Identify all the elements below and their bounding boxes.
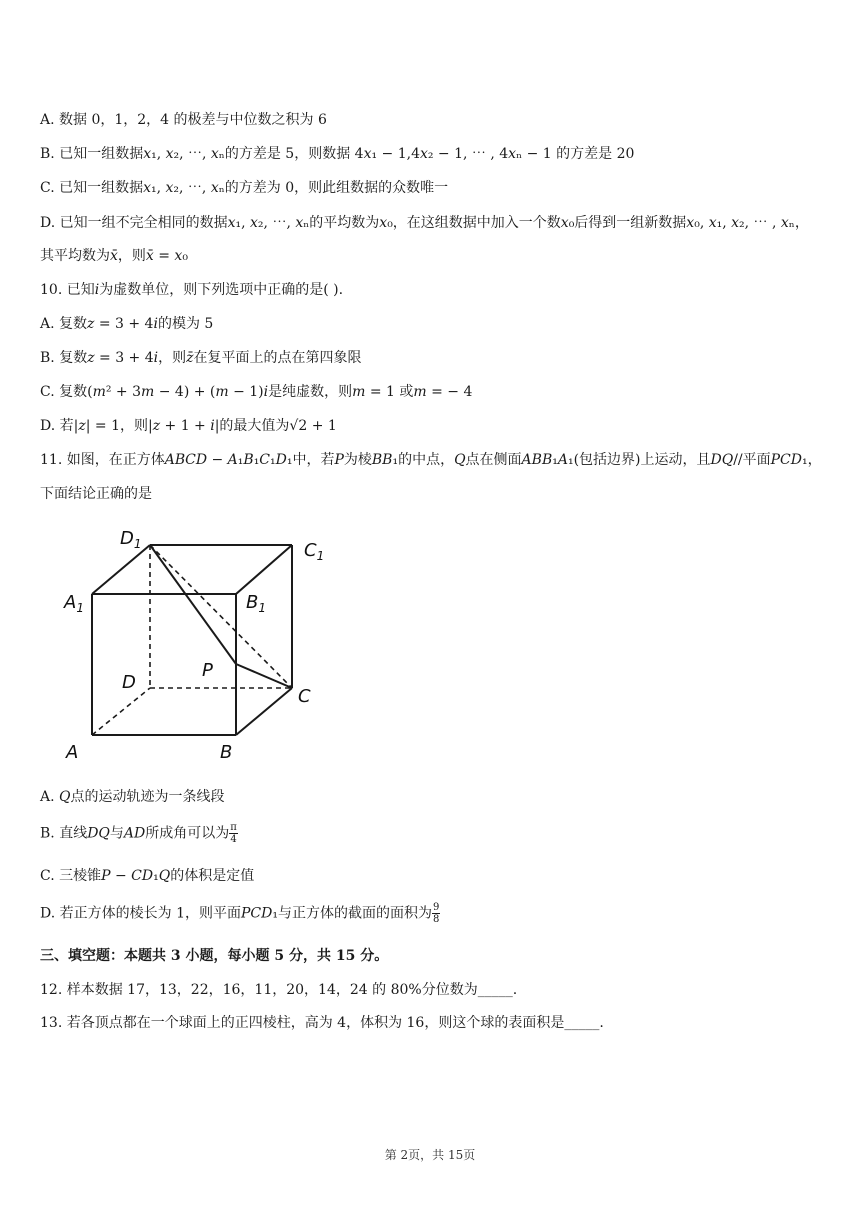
question-13: 13. 若各顶点都在一个球面上的正四棱柱，高为 4，体积为 16，则这个球的表面积是_____. — [40, 1015, 604, 1031]
label-c1: $C_1$ — [304, 540, 325, 563]
question-11-line1: 11. 如图，在正方体𝐴𝐵𝐶𝐷 − 𝐴₁𝐵₁𝐶₁𝐷₁中，若𝑃为棱𝐵𝐵₁的中点，𝑄点在侧面𝐴𝐵𝐵₁𝐴₁(包括边界)上运动，且𝐷𝑄//平面𝑃𝐶𝐷₁， — [40, 452, 822, 468]
label-b: B — [220, 742, 233, 763]
edge-b1-c1 — [236, 545, 292, 594]
option-10c: C. 复数(𝑚² + 3𝑚 − 4) + (𝑚 − 1)𝑖是纯虚数，则𝑚 = 1 或𝑚 = − 4 — [40, 384, 473, 400]
label-d1: $D_1$ — [120, 528, 142, 551]
cube-figure — [58, 522, 348, 772]
edge-a1-d1 — [92, 545, 150, 594]
page-footer: 第 2页，共 15页 — [384, 1148, 476, 1162]
label-a: A — [66, 742, 79, 763]
option-10d: D. 若|𝑧| = 1，则|𝑧 + 1 + 𝑖|的最大值为√2 + 1 — [40, 418, 337, 434]
fraction-denominator: 4 — [230, 834, 237, 845]
section-3-heading: 三、填空题：本题共 3 小题，每小题 5 分，共 15 分。 — [40, 948, 389, 964]
fraction-numerator: π — [230, 822, 237, 833]
fraction-9-over-8 — [432, 902, 440, 925]
question-11-line2: 下面结论正确的是 — [40, 486, 152, 502]
option-11c: C. 三棱锥𝑃 − 𝐶𝐷₁𝑄的体积是定值 — [40, 868, 255, 884]
segment-p-c — [236, 664, 292, 688]
label-d: D — [122, 672, 136, 693]
edge-b-c — [236, 688, 292, 735]
option-11d — [40, 902, 440, 925]
hidden-edge-a-d — [92, 688, 150, 735]
option-9c: C. 已知一组数据𝑥₁, 𝑥₂, ⋯, 𝑥ₙ的方差为 0，则此组数据的众数唯一 — [40, 180, 449, 196]
label-a1: $A_1$ — [64, 592, 84, 615]
hidden-segment-d1-c — [150, 545, 292, 688]
fraction-pi-over-4 — [229, 822, 238, 845]
question-12: 12. 样本数据 17，13，22，16，11，20，14，24 的 80%分位数为_____. — [40, 982, 518, 998]
option-10b: B. 复数𝑧 = 3 + 4𝑖，则𝑧̄在复平面上的点在第四象限 — [40, 350, 362, 366]
label-p: P — [202, 660, 213, 681]
option-11b-text: B. 直线𝐷𝑄与𝐴𝐷所成角可以为 — [40, 825, 230, 842]
option-11a: A. 𝑄点的运动轨迹为一条线段 — [40, 789, 225, 805]
segment-d1-p — [150, 545, 236, 664]
question-10: 10. 已知𝑖为虚数单位，则下列选项中正确的是( ). — [40, 282, 344, 298]
option-9d-line2: 其平均数为𝑥̄，则𝑥̄ = 𝑥₀ — [40, 248, 188, 264]
option-9a: A. 数据 0，1，2，4 的极差与中位数之积为 6 — [40, 112, 327, 128]
option-10a: A. 复数𝑧 = 3 + 4𝑖的模为 5 — [40, 316, 214, 332]
option-9b: B. 已知一组数据𝑥₁, 𝑥₂, ⋯, 𝑥ₙ的方差是 5，则数据 4𝑥₁ − 1,4𝑥₂ − 1, ⋯ , 4𝑥ₙ − 1 的方差是 20 — [40, 146, 635, 162]
option-11d-text: D. 若正方体的棱长为 1，则平面𝑃𝐶𝐷₁与正方体的截面的面积为 — [40, 905, 432, 922]
option-11b — [40, 822, 238, 845]
label-c: C — [298, 686, 311, 707]
label-b1: $B_1$ — [246, 592, 266, 615]
fraction-denominator: 8 — [432, 914, 440, 925]
option-9d-line1: D. 已知一组不完全相同的数据𝑥₁, 𝑥₂, ⋯, 𝑥ₙ的平均数为𝑥₀，在这组数据中加入一个数𝑥₀后得到一组新数据𝑥₀, 𝑥₁, 𝑥₂, ⋯ , 𝑥ₙ， — [40, 215, 809, 231]
fraction-numerator: 9 — [432, 902, 440, 913]
